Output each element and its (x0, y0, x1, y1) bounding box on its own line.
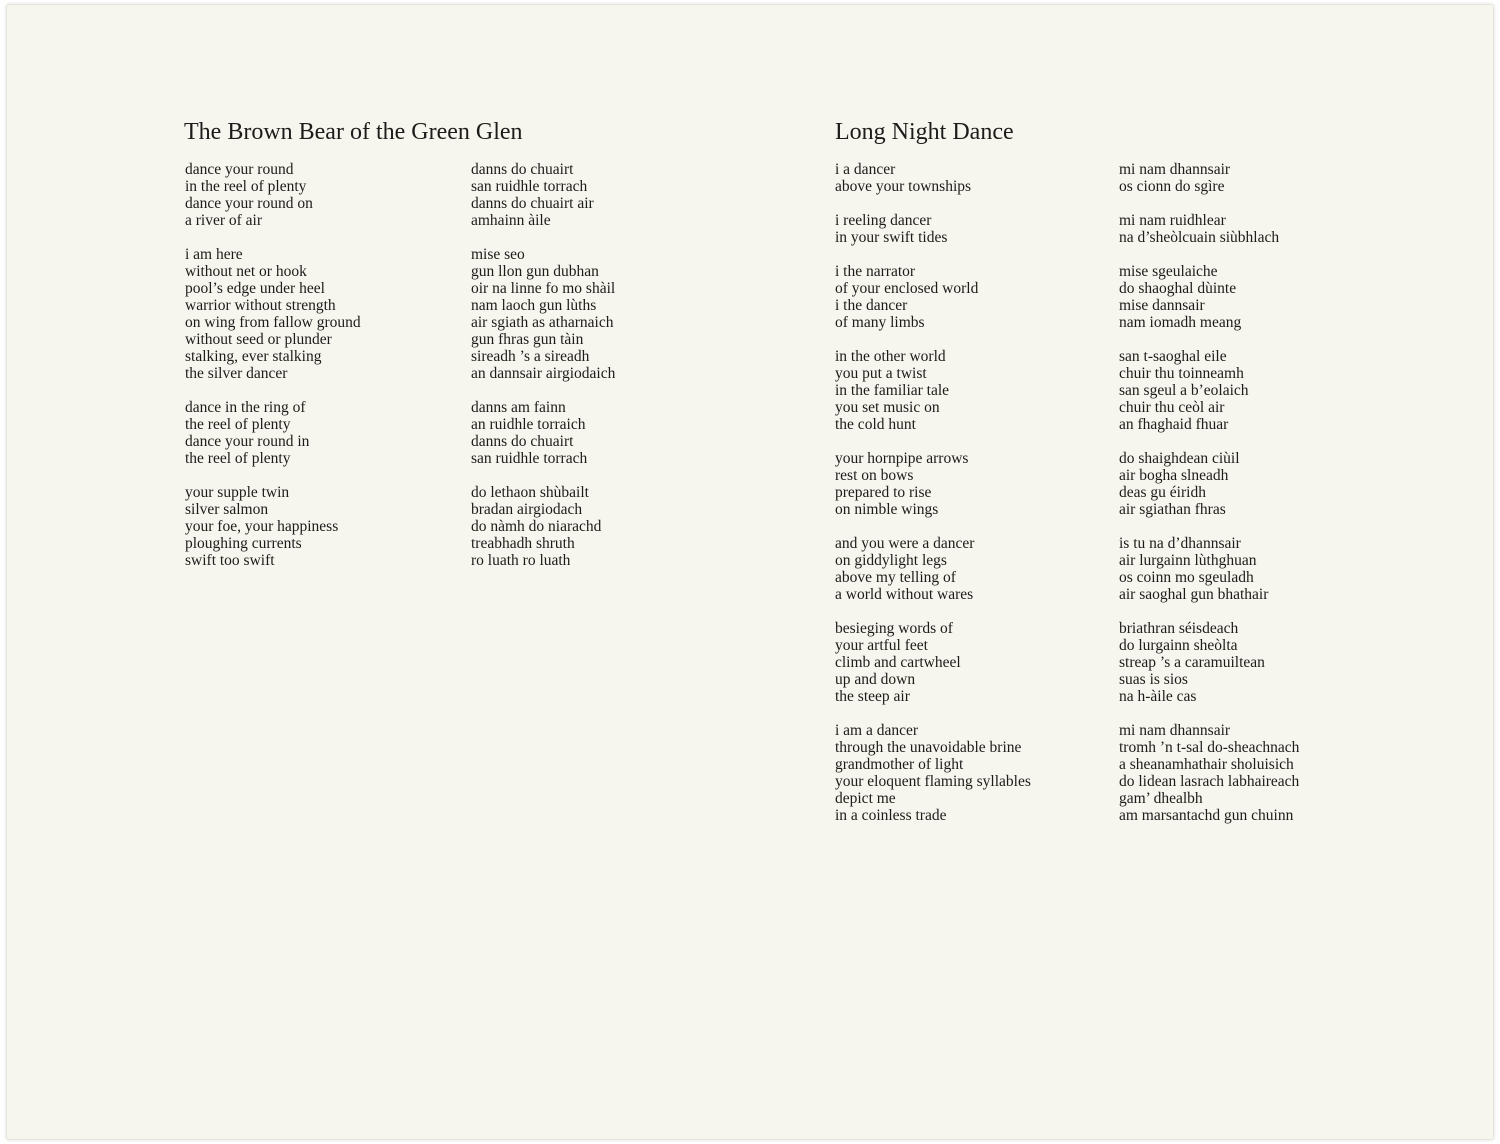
verse-line: briathran séisdeach (1119, 620, 1239, 637)
stanza (835, 161, 1031, 195)
verse-line: a world without wares (835, 586, 974, 603)
verse-line: i the narrator (835, 263, 916, 280)
verse-line: silver salmon (185, 501, 269, 518)
stanza (1119, 161, 1299, 195)
stanza (835, 620, 1031, 705)
verse-line: streap ’s a caramuiltean (1119, 654, 1265, 671)
verse-line: chuir thu ceòl air (1119, 399, 1225, 416)
verse-line: prepared to rise (835, 484, 932, 501)
verse-line: pool’s edge under heel (185, 280, 325, 297)
verse-line: swift too swift (185, 552, 275, 569)
verse-line: stalking, ever stalking (185, 348, 322, 365)
verse-line: of many limbs (835, 314, 925, 331)
verse-line: mi nam ruidhlear (1119, 212, 1226, 229)
verse-line: do shaoghal dùinte (1119, 280, 1237, 297)
stanza (835, 722, 1031, 824)
verse-line: the steep air (835, 688, 910, 705)
verse-line: in the familiar tale (835, 382, 950, 399)
verse-line: do lurgainn sheòlta (1119, 637, 1238, 654)
verse-line: on wing from fallow ground (185, 314, 361, 331)
verse-line: on nimble wings (835, 501, 939, 518)
verse-line: in a coinless trade (835, 807, 947, 824)
verse-line: gun fhras gun tàin (471, 331, 584, 348)
verse-line: above your townships (835, 178, 972, 195)
stanza (1119, 348, 1299, 433)
verse-line: you put a twist (835, 365, 927, 382)
verse-line: gun llon gun dubhan (471, 263, 599, 280)
verse-line: a sheanamhathair sholuisich (1119, 756, 1294, 773)
verse-line: i am a dancer (835, 722, 919, 739)
stanza (835, 348, 1031, 433)
verse-line: you set music on (835, 399, 940, 416)
verse-line: san ruidhle torrach (471, 178, 588, 195)
verse-line: dance your round in (185, 433, 310, 450)
poem-1-english-column (185, 161, 361, 586)
stanza (185, 161, 361, 229)
poem-2-title: Long Night Dance (835, 119, 1014, 145)
verse-line: do lethaon shùbailt (471, 484, 589, 501)
verse-line: mi nam dhannsair (1119, 161, 1231, 178)
verse-line: warrior without strength (185, 297, 336, 314)
verse-line: up and down (835, 671, 916, 688)
verse-line: the reel of plenty (185, 450, 291, 467)
verse-line: do shaighdean ciùil (1119, 450, 1240, 467)
verse-line: air sgiath as atharnaich (471, 314, 614, 331)
verse-line: gam’ dhealbh (1119, 790, 1203, 807)
verse-line: without net or hook (185, 263, 307, 280)
verse-line: danns do chuairt air (471, 195, 594, 212)
poem-1-gaelic-column (471, 161, 615, 586)
verse-line: i am here (185, 246, 243, 263)
verse-line: os cionn do sgìre (1119, 178, 1225, 195)
verse-line: san t-saoghal eile (1119, 348, 1227, 365)
verse-line: i the dancer (835, 297, 908, 314)
stanza (1119, 722, 1299, 824)
stanza (1119, 450, 1299, 518)
verse-line: oir na linne fo mo shàil (471, 280, 616, 297)
verse-line: an fhaghaid fhuar (1119, 416, 1229, 433)
stanza (1119, 535, 1299, 603)
stanza (835, 450, 1031, 518)
verse-line: san ruidhle torrach (471, 450, 588, 467)
verse-line: an dannsair airgiodaich (471, 365, 616, 382)
stanza (471, 399, 615, 467)
verse-line: mise seo (471, 246, 525, 263)
verse-line: air bogha slneadh (1119, 467, 1229, 484)
verse-line: nam laoch gun lùths (471, 297, 597, 314)
verse-line: air lurgainn lùthghuan (1119, 552, 1257, 569)
stanza (185, 484, 361, 569)
verse-line: amhainn àile (471, 212, 551, 229)
stanza (835, 535, 1031, 603)
verse-line: do lidean lasrach labhaireach (1119, 773, 1300, 790)
verse-line: na h-àile cas (1119, 688, 1197, 705)
stanza (835, 212, 1031, 246)
verse-line: danns do chuairt (471, 161, 574, 178)
verse-line: na d’sheòlcuain siùbhlach (1119, 229, 1280, 246)
verse-line: ro luath ro luath (471, 552, 571, 569)
verse-line: besieging words of (835, 620, 953, 637)
verse-line: os coinn mo sgeuladh (1119, 569, 1254, 586)
verse-line: air saoghal gun bhathair (1119, 586, 1269, 603)
stanza (835, 263, 1031, 331)
verse-line: is tu na d’dhannsair (1119, 535, 1241, 552)
verse-line: your supple twin (185, 484, 290, 501)
verse-line: tromh ’n t-sal do-sheachnach (1119, 739, 1300, 756)
verse-line: danns do chuairt (471, 433, 574, 450)
verse-line: in the reel of plenty (185, 178, 307, 195)
verse-line: in the other world (835, 348, 946, 365)
verse-line: i reeling dancer (835, 212, 932, 229)
verse-line: your foe, your happiness (185, 518, 339, 535)
verse-line: an ruidhle torraich (471, 416, 586, 433)
verse-line: deas gu éiridh (1119, 484, 1206, 501)
verse-line: mise sgeulaiche (1119, 263, 1218, 280)
verse-line: suas is sios (1119, 671, 1188, 688)
stanza (185, 399, 361, 467)
verse-line: your hornpipe arrows (835, 450, 969, 467)
verse-line: ploughing currents (185, 535, 302, 552)
verse-line: air sgiathan fhras (1119, 501, 1226, 518)
verse-line: am marsantachd gun chuinn (1119, 807, 1294, 824)
verse-line: grandmother of light (835, 756, 964, 773)
verse-line: dance your round (185, 161, 294, 178)
verse-line: and you were a dancer (835, 535, 975, 552)
stanza (471, 161, 615, 229)
verse-line: treabhadh shruth (471, 535, 575, 552)
verse-line: of your enclosed world (835, 280, 979, 297)
verse-line: the silver dancer (185, 365, 288, 382)
stanza (471, 246, 615, 382)
verse-line: your eloquent flaming syllables (835, 773, 1031, 790)
verse-line: depict me (835, 790, 896, 807)
verse-line: mi nam dhannsair (1119, 722, 1231, 739)
poem-2-gaelic-column (1119, 161, 1299, 841)
verse-line: above my telling of (835, 569, 956, 586)
stanza (1119, 263, 1299, 331)
stanza (1119, 620, 1299, 705)
verse-line: the reel of plenty (185, 416, 291, 433)
verse-line: on giddylight legs (835, 552, 947, 569)
verse-line: in your swift tides (835, 229, 948, 246)
verse-line: san sgeul a b’eolaich (1119, 382, 1249, 399)
verse-line: nam iomadh meang (1119, 314, 1242, 331)
verse-line: climb and cartwheel (835, 654, 961, 671)
stanza (185, 246, 361, 382)
verse-line: through the unavoidable brine (835, 739, 1022, 756)
verse-line: chuir thu toinneamh (1119, 365, 1244, 382)
verse-line: bradan airgiodach (471, 501, 583, 518)
verse-line: i a dancer (835, 161, 896, 178)
verse-line: rest on bows (835, 467, 914, 484)
poem-2-english-column (835, 161, 1031, 841)
poem-1-title: The Brown Bear of the Green Glen (184, 119, 523, 145)
verse-line: do nàmh do niarachd (471, 518, 602, 535)
stanza (471, 484, 615, 569)
verse-line: danns am fainn (471, 399, 566, 416)
verse-line: mise dannsair (1119, 297, 1205, 314)
verse-line: dance your round on (185, 195, 313, 212)
stanza (1119, 212, 1299, 246)
verse-line: sireadh ’s a sireadh (471, 348, 590, 365)
verse-line: a river of air (185, 212, 263, 229)
verse-line: the cold hunt (835, 416, 916, 433)
verse-line: dance in the ring of (185, 399, 306, 416)
verse-line: without seed or plunder (185, 331, 332, 348)
verse-line: your artful feet (835, 637, 928, 654)
